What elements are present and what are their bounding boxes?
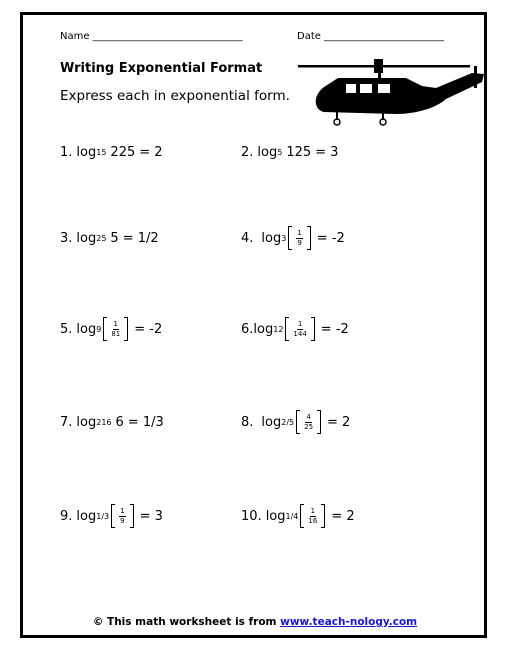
footer-link[interactable]: www.teach-nology.com [280,616,418,628]
fraction: $\frac{1}{144}$ [285,317,314,341]
fraction: $\frac{1}{81}$ [103,317,128,341]
problem-6: 6. log 12 $\frac{1}{144}$ = -2 [241,313,349,345]
problem-8: 8. log 2/5 $\frac{4}{25}$ = 2 [241,406,350,438]
fraction: $\frac{1}{9}$ [288,226,310,250]
worksheet-title: Writing Exponential Format [60,61,263,76]
fraction: $\frac{4}{25}$ [296,410,321,434]
date-field: Date ________________________ [297,31,445,42]
helicopter-icon [296,56,486,128]
problem-1: 1. log 15 225 = 2 [60,144,163,160]
problem-4: 4. log 3 $\frac{1}{9}$ = -2 [241,222,345,254]
fraction: $\frac{1}{9}$ [111,504,133,528]
problem-2: 2. log 5 125 = 3 [241,144,339,160]
problem-5: 5. log 9 $\frac{1}{81}$ = -2 [60,313,162,345]
name-field: Name ______________________________ [60,31,243,42]
fraction: $\frac{1}{16}$ [300,504,325,528]
instructions: Express each in exponential form. [60,88,290,104]
problem-7: 7. log 216 6 = 1/3 [60,414,164,430]
problem-3: 3. log 25 5 = 1/2 [60,230,159,246]
problem-10: 10. log 1/4 $\frac{1}{16}$ = 2 [241,500,355,532]
problem-9: 9. log 1/3 $\frac{1}{9}$ = 3 [60,500,163,532]
footer-text: © This math worksheet is from [92,616,277,628]
footer [0,616,510,628]
